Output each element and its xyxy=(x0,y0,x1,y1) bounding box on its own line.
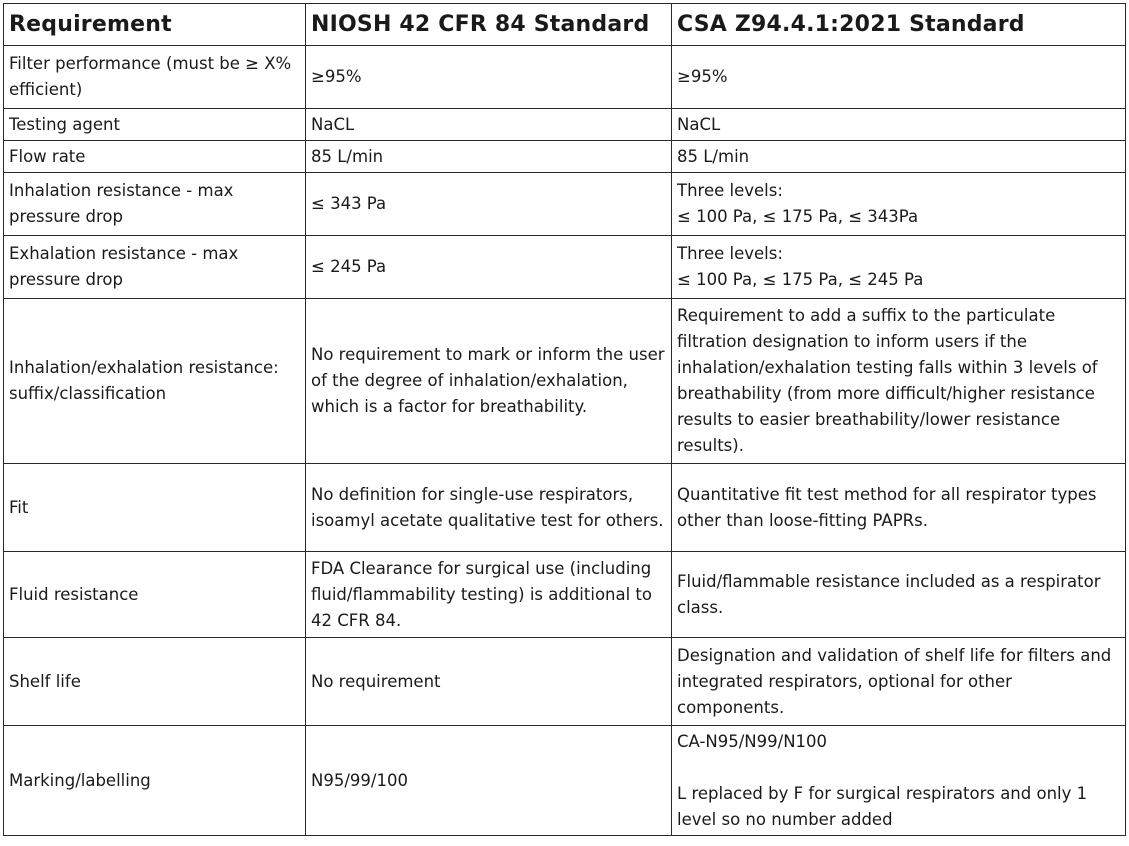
requirement-cell: Inhalation/exhalation resistance: suffix/classification xyxy=(4,299,306,464)
requirement-cell: Marking/labelling xyxy=(4,726,306,836)
table-row xyxy=(4,46,1126,109)
table-row xyxy=(4,141,1126,173)
table-row xyxy=(4,464,1126,552)
niosh-cell: FDA Clearance for surgical use (including fluid/flammability testing) is additional to 42 CFR 84. xyxy=(306,552,672,638)
niosh-cell: ≤ 245 Pa xyxy=(306,236,672,299)
csa-cell xyxy=(672,552,1126,638)
csa-text: Three levels: xyxy=(677,181,783,200)
requirement-cell: Exhalation resistance - max pressure drop xyxy=(4,236,306,299)
csa-text: NaCL xyxy=(677,114,721,134)
requirement-cell: Flow rate xyxy=(4,141,306,173)
csa-text: 85 L/min xyxy=(677,146,750,166)
csa-cell xyxy=(672,173,1126,236)
csa-text: ≤ 100 Pa, ≤ 175 Pa, ≤ 245 Pa xyxy=(677,270,924,289)
header-row xyxy=(4,4,1126,46)
niosh-cell: No definition for single-use respirators, isoamyl acetate qualitative test for others. xyxy=(306,464,672,552)
csa-cell xyxy=(672,299,1126,464)
requirement-cell: Fit xyxy=(4,464,306,552)
niosh-cell: ≤ 343 Pa xyxy=(306,173,672,236)
niosh-cell: 85 L/min xyxy=(306,141,672,173)
blank-line xyxy=(677,755,1120,781)
requirement-cell: Shelf life xyxy=(4,638,306,726)
table-row xyxy=(4,552,1126,638)
requirement-cell: Fluid resistance xyxy=(4,552,306,638)
table-row xyxy=(4,638,1126,726)
header-requirement: Requirement xyxy=(4,4,306,46)
header-csa: CSA Z94.4.1:2021 Standard xyxy=(672,4,1126,46)
niosh-cell: NaCL xyxy=(306,109,672,141)
table-row xyxy=(4,236,1126,299)
requirement-cell: Inhalation resistance - max pressure drop xyxy=(4,173,306,236)
table-row xyxy=(4,726,1126,836)
niosh-cell: N95/99/100 xyxy=(306,726,672,836)
csa-text: Designation and validation of shelf life for filters and integrated respirators, optional for other components. xyxy=(677,645,1112,717)
csa-text: ≥95% xyxy=(677,67,728,86)
csa-text: Three levels: xyxy=(677,244,783,263)
niosh-cell: No requirement xyxy=(306,638,672,726)
csa-cell xyxy=(672,638,1126,726)
csa-cell xyxy=(672,109,1126,141)
csa-cell xyxy=(672,141,1126,173)
header-niosh: NIOSH 42 CFR 84 Standard xyxy=(306,4,672,46)
csa-text: ≤ 100 Pa, ≤ 175 Pa, ≤ 343Pa xyxy=(677,207,919,226)
csa-text: Fluid/flammable resistance included as a respirator class. xyxy=(677,571,1101,617)
csa-text: Quantitative fit test method for all respirator types other than loose-fitting PAPRs. xyxy=(677,484,1097,530)
table-row xyxy=(4,173,1126,236)
csa-cell xyxy=(672,46,1126,109)
requirement-cell: Testing agent xyxy=(4,109,306,141)
csa-cell xyxy=(672,464,1126,552)
csa-cell xyxy=(672,726,1126,836)
niosh-cell: ≥95% xyxy=(306,46,672,109)
requirement-cell: Filter performance (must be ≥ X% efficient) xyxy=(4,46,306,109)
table-row xyxy=(4,109,1126,141)
table-row xyxy=(4,299,1126,464)
csa-text: Requirement to add a suffix to the particulate filtration designation to inform users if the inhalation/exhalation testing falls within 3 levels of breathability (from more difficult/higher resistance results to easier breathability/lower resistance results). xyxy=(677,306,1098,455)
niosh-cell: No requirement to mark or inform the user of the degree of inhalation/exhalation, which is a factor for breathability. xyxy=(306,299,672,464)
csa-cell xyxy=(672,236,1126,299)
csa-text: L replaced by F for surgical respirators and only 1 level so no number added xyxy=(677,783,1088,829)
csa-text: CA-N95/N99/N100 xyxy=(677,731,828,751)
comparison-table xyxy=(3,3,1126,836)
